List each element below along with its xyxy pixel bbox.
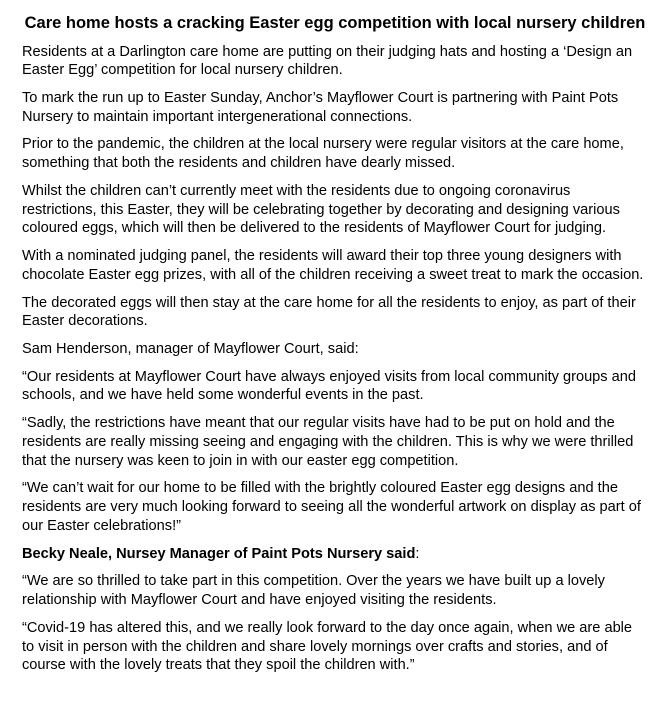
paragraph-manager-intro: Sam Henderson, manager of Mayflower Court, said:: [22, 341, 359, 357]
paragraph-easter-sunday: To mark the run up to Easter Sunday, Anchor’s Mayflower Court is partnering with Paint Pots Nursery to maintain important intergenerational connections.: [22, 89, 619, 125]
quote-cant-wait: “We can’t wait for our home to be filled with the brightly coloured Easter egg designs and the residents are very much looking forward to seeing all the wonderful artwork on display as part of our Easter celebrations!”: [22, 480, 641, 534]
paragraph-decorations: The decorated eggs will then stay at the care home for all the residents to enjoy, as part of their Easter decorations.: [22, 294, 636, 330]
speaker-line: [22, 545, 648, 564]
quote-visits: “Our residents at Mayflower Court have always enjoyed visits from local community groups and schools, and we have held some wonderful events in the past.: [22, 368, 636, 404]
quote-covid: “Covid-19 has altered this, and we really look forward to the day once again, when we are able to visit in person with the children and share lovely mornings over crafts and stories, and of course with the lovely treats that they spoil the children with.”: [22, 619, 633, 674]
press-release-document: [22, 14, 648, 684]
quote-thrilled: “We are so thrilled to take part in this competition. Over the years we have built up a lovely relationship with Mayflower Court and have enjoyed visiting the residents.: [22, 573, 605, 609]
speaker-name: Becky Neale, Nursey Manager of Paint Pots Nursery said: [22, 545, 416, 562]
paragraph-restrictions: Whilst the children can’t currently meet with the residents due to ongoing coronavirus restrictions, this Easter, they will be celebrating together by decorating and designing various coloured eggs, which will then be delivered to the residents of Mayflower Court for judging.: [22, 182, 620, 237]
paragraph-judging-panel: With a nominated judging panel, the residents will award their top three young designers with chocolate Easter egg prizes, with all of the children receiving a sweet treat to mark the occasion.: [22, 248, 644, 283]
paragraph-intro: Residents at a Darlington care home are putting on their judging hats and hosting a ‘Design an Easter Egg’ competition for local nursery children.: [22, 43, 633, 79]
paragraph-pandemic: Prior to the pandemic, the children at the local nursery were regular visitors at the care home, something that both the residents and children have dearly missed.: [22, 136, 624, 172]
quote-sadly: “Sadly, the restrictions have meant that our regular visits have had to be put on hold and the residents are really missing seeing and engaging with the children. This is why we were thrilled that the nursery was keen to join in with our easter egg competition.: [22, 415, 634, 469]
speaker-colon: :: [415, 545, 420, 562]
article-title: Care home hosts a cracking Easter egg competition with local nursery children: [24, 14, 646, 32]
